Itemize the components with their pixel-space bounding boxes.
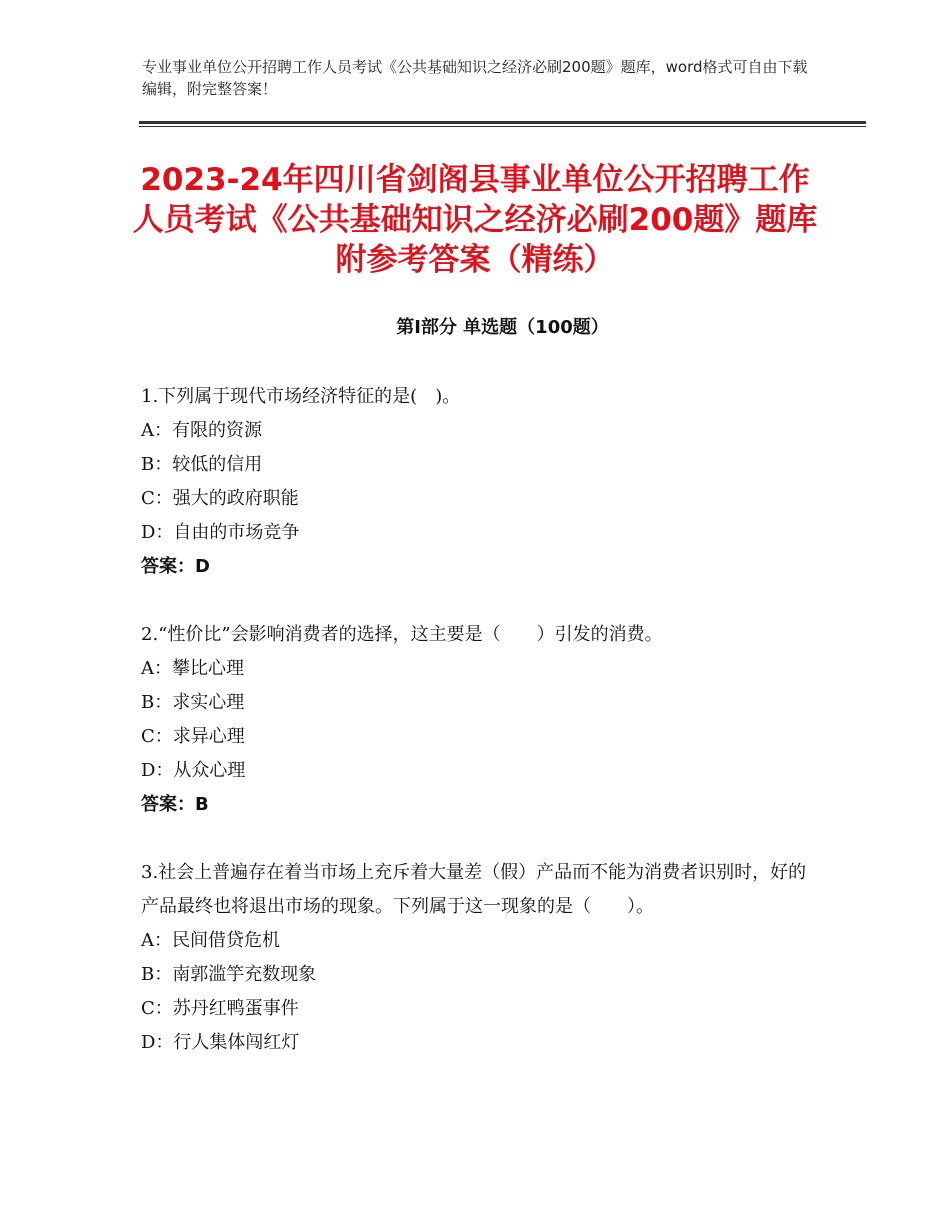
option-a: A：民间借贷危机	[141, 930, 280, 951]
option-b: B：求实心理	[141, 692, 245, 713]
option-c: C：苏丹红鸭蛋事件	[141, 998, 299, 1019]
option-b: B：较低的信用	[141, 454, 263, 475]
answer-text: 答案：D	[141, 556, 210, 577]
answer-text: 答案：B	[141, 794, 209, 815]
header-divider-thick	[139, 121, 866, 124]
question-2	[141, 618, 821, 822]
question-stem: 2.“性价比”会影响消费者的选择，这主要是（ ）引发的消费。	[141, 624, 663, 645]
question-stem: 3.社会上普遍存在着当市场上充斥着大量差（假）产品而不能为消费者识别时，好的产品最终也将退出市场的现象。下列属于这一现象的是（ ）。	[141, 862, 807, 917]
header-divider-thin	[139, 126, 866, 127]
option-c: C：求异心理	[141, 726, 245, 747]
document-title: 2023-24年四川省剑阁县事业单位公开招聘工作人员考试《公共基础知识之经济必刷200题》题库附参考答案（精练）	[132, 162, 818, 278]
section-title: 第Ⅰ部分 单选题（100题）	[396, 317, 609, 338]
question-3	[141, 856, 821, 1060]
header-note: 专业事业单位公开招聘工作人员考试《公共基础知识之经济必刷200题》题库，word格式可自由下载编辑，附完整答案！	[142, 58, 808, 98]
question-1	[141, 380, 821, 584]
question-stem: 1.下列属于现代市场经济特征的是( )。	[141, 386, 461, 407]
option-d: D：自由的市场竞争	[141, 522, 300, 543]
option-d: D：行人集体闯红灯	[141, 1032, 300, 1053]
option-a: A：攀比心理	[141, 658, 244, 679]
option-a: A：有限的资源	[141, 420, 262, 441]
option-d: D：从众心理	[141, 760, 246, 781]
option-b: B：南郭滥竽充数现象	[141, 964, 317, 985]
option-c: C：强大的政府职能	[141, 488, 299, 509]
